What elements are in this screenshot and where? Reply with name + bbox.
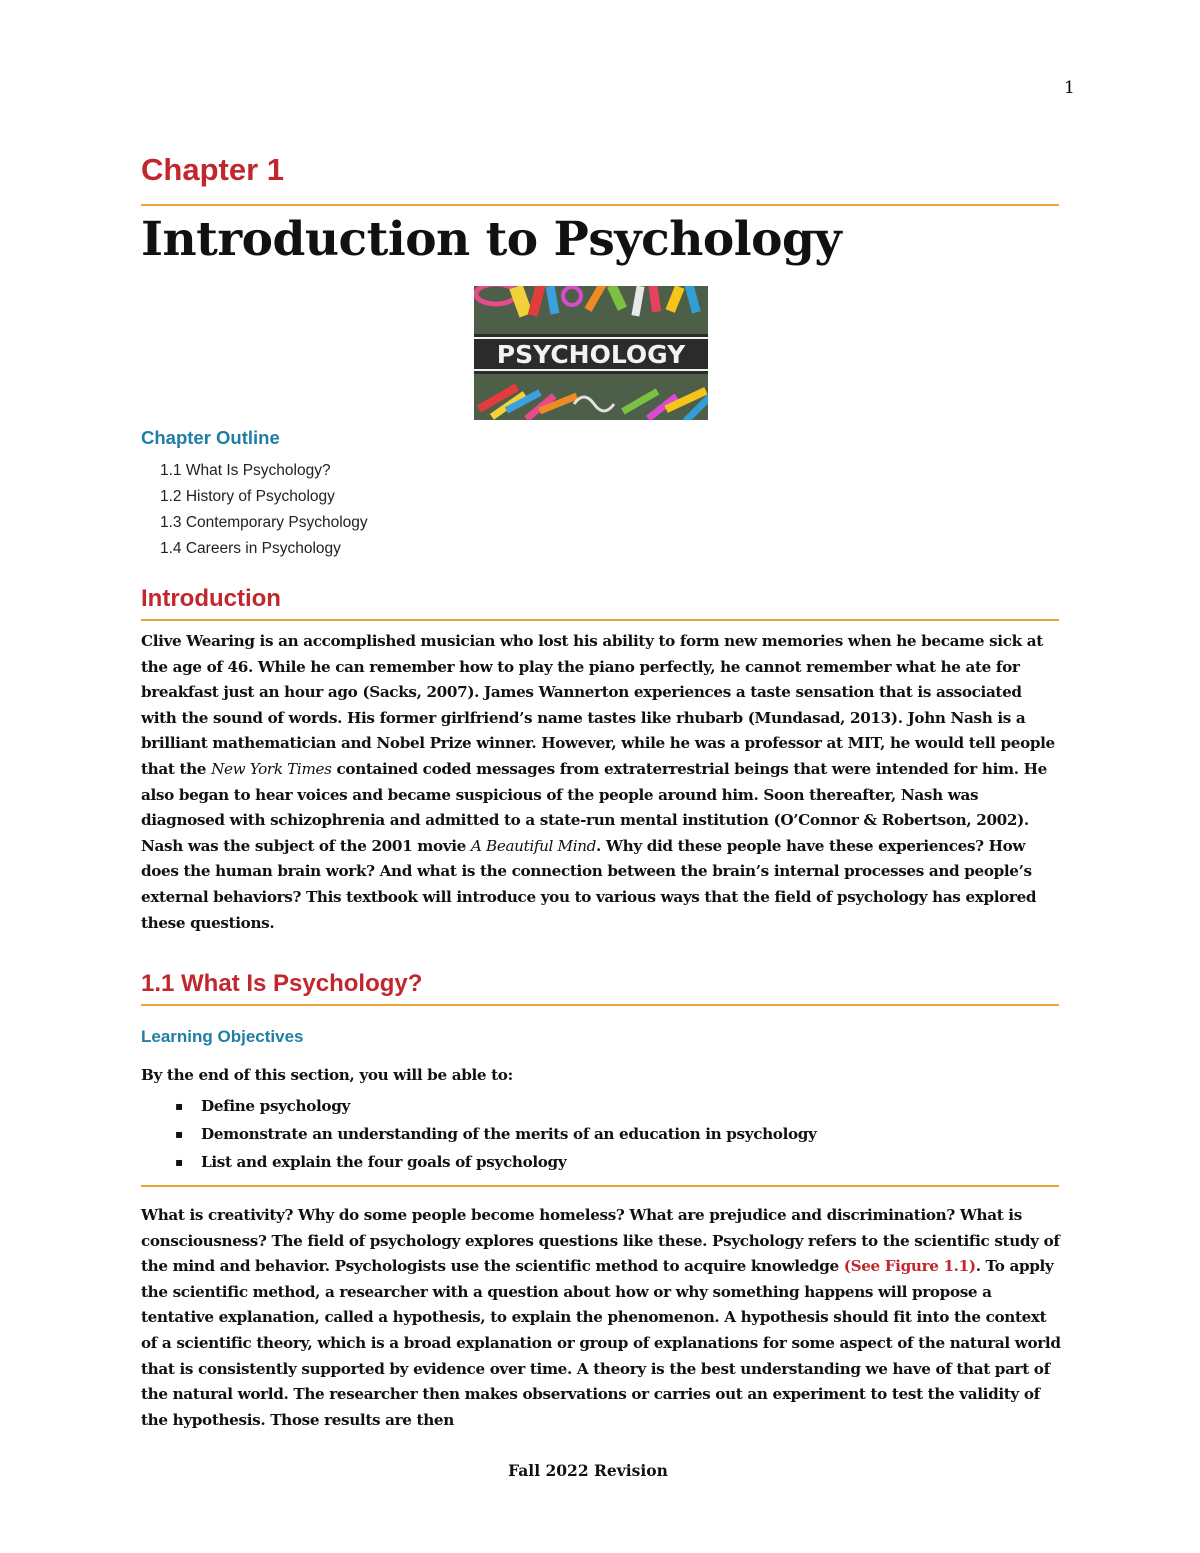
section-heading: 1.1 What Is Psychology? <box>141 970 423 997</box>
bullet-icon: ▪ <box>175 1099 183 1113</box>
outline-item: 1.1 What Is Psychology? <box>160 462 331 479</box>
learning-objectives-heading: Learning Objectives <box>141 1027 304 1046</box>
section-body-paragraph: What is creativity? Why do some people become homeless? What are prejudice and discrimination? What is consciousness? The field of psychology explores questions like these. Psychology refers to the scientific study of the mind and behavior. Psychologists use the scientific method to acquire knowledge (See Figure 1.1). To apply the scientific method, a researcher with a question about how or why something happens will propose a tentative explanation, called a hypothesis, to explain the phenomenon. A hypothesis should fit into the context of a scientific theory, which is a broad explanation or group of explanations for some aspect of the natural world that is consistently supported by evidence over time. A theory is the best understanding we have of that part of the natural world. The researcher then makes observations or carries out an experiment to test the validity of the hypothesis. Those results are then <box>141 1206 1061 1429</box>
movie-title: A Beautiful Mind <box>470 836 597 855</box>
book-title: Introduction to Psychology <box>141 212 842 267</box>
outline-item: 1.4 Careers in Psychology <box>160 540 341 557</box>
page-number: 1 <box>1064 78 1075 98</box>
psychology-cover-image <box>474 286 708 420</box>
figure-reference-link[interactable]: (See Figure 1.1) <box>843 1257 976 1276</box>
introduction-paragraph: Clive Wearing is an accomplished musician who lost his ability to form new memories when he became sick at the age of 46. While he can remember how to play the piano perfectly, he cannot remember what he ate for breakfast just an hour ago (Sacks, 2007). James Wannerton experiences a taste sensation that is associated with the sound of words. His former girlfriend’s name tastes like rhubarb (Mundasad, 2013). John Nash is a brilliant mathematician and Nobel Prize winner. However, while he was a professor at MIT, he would tell people that the New York Times contained coded messages from extraterrestrial beings that were intended for him. He also began to hear voices and became suspicious of the people around him. Soon thereafter, Nash was diagnosed with schizophrenia and admitted to a state-run mental institution (O’Connor & Robertson, 2002). Nash was the subject of the 2001 movie A Beautiful Mind. Why did these people have these experiences? How does the human brain work? And what is the connection between the brain’s internal processes and people’s external behaviors? This textbook will introduce you to various ways that the field of psychology has explored these questions. <box>141 632 1055 932</box>
chapter-outline-heading: Chapter Outline <box>141 427 280 448</box>
bullet-icon: ▪ <box>175 1155 183 1169</box>
cover-banner-text: PSYCHOLOGY <box>496 340 686 369</box>
chapter-outline-list <box>160 458 368 562</box>
page-footer: Fall 2022 Revision <box>508 1461 668 1480</box>
divider <box>141 1004 1059 1006</box>
publication-title: New York Times <box>211 759 332 778</box>
divider <box>141 1185 1059 1187</box>
chapter-label: Chapter 1 <box>141 152 284 187</box>
outline-item: 1.2 History of Psychology <box>160 488 335 505</box>
divider <box>141 619 1059 621</box>
objective-item: ▪ Define psychology <box>172 1092 817 1120</box>
bullet-icon: ▪ <box>175 1127 183 1141</box>
learning-objectives-list <box>172 1092 817 1176</box>
objective-item: ▪ Demonstrate an understanding of the merits of an education in psychology <box>172 1120 817 1148</box>
outline-item: 1.3 Contemporary Psychology <box>160 514 368 531</box>
introduction-heading: Introduction <box>141 585 281 612</box>
divider <box>141 204 1059 206</box>
objectives-intro: By the end of this section, you will be able to: <box>141 1066 513 1084</box>
objective-item: ▪ List and explain the four goals of psychology <box>172 1148 817 1176</box>
